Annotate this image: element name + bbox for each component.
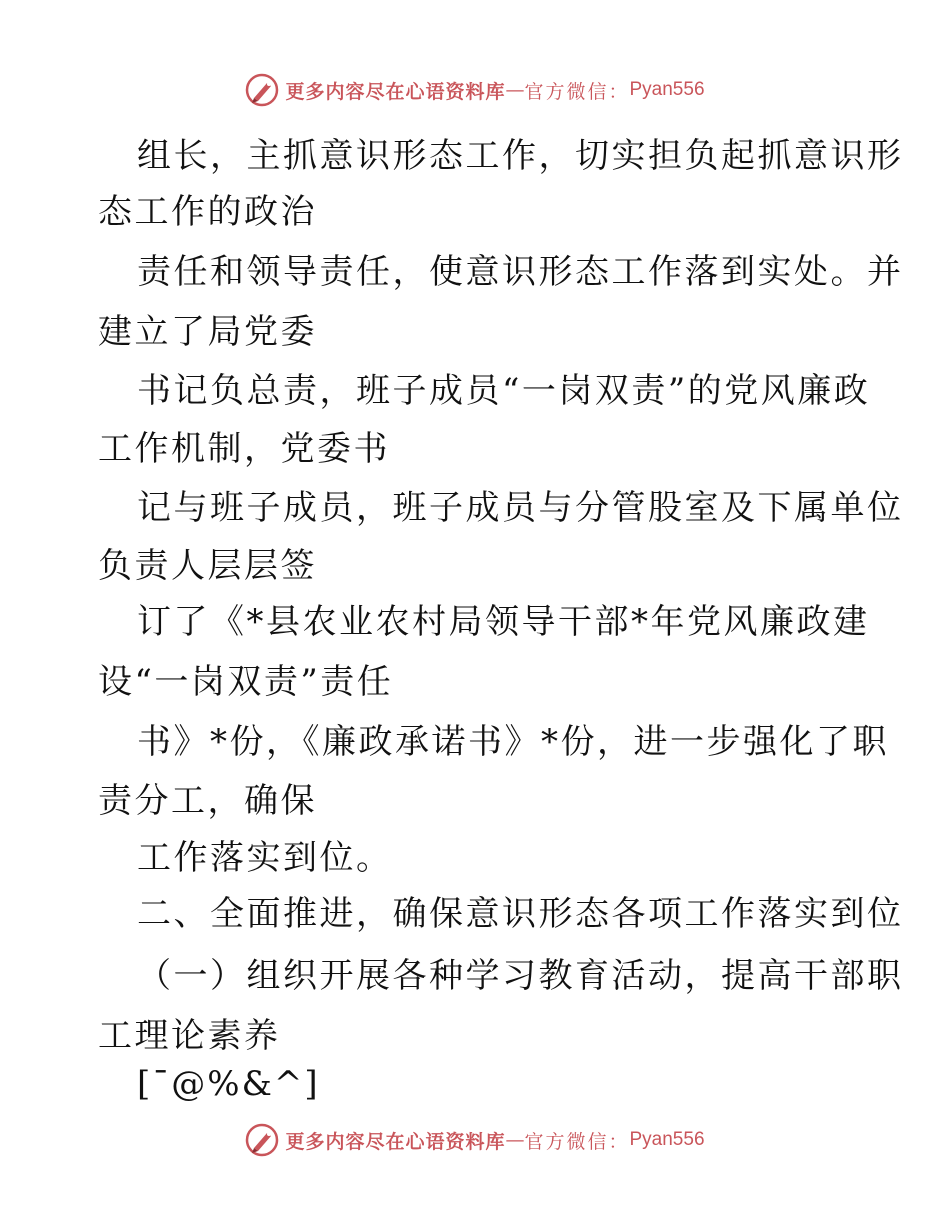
text-line: 建立了局党委 — [98, 312, 317, 352]
text-line: 工作落实到位。 — [137, 838, 393, 878]
banner-wechat-id: Pyan556 — [629, 1129, 705, 1150]
text-line: 态工作的政治 — [98, 192, 317, 232]
footer-banner[interactable] — [0, 1120, 950, 1160]
banner-dash: — — [505, 79, 525, 101]
symbol-line: [¯@%&^] — [137, 1064, 320, 1104]
banner-wechat-id: Pyan556 — [629, 79, 705, 100]
pen-logo-icon — [245, 73, 279, 107]
text-line: 订了《*县农业农村局领导干部*年党风廉政建 — [137, 602, 870, 642]
banner-main-text: 更多内容尽在心语资料库 — [285, 1130, 506, 1153]
pen-logo-icon — [245, 1123, 279, 1157]
banner-main-text: 更多内容尽在心语资料库 — [285, 80, 506, 103]
header-banner[interactable] — [0, 70, 950, 110]
text-line: 书》*份，《廉政承诺书》*份，进一步强化了职 — [137, 722, 889, 762]
text-line: 负责人层层签 — [98, 546, 317, 586]
text-line: 工作机制，党委书 — [98, 429, 390, 469]
banner-wechat-label: 官方微信： — [524, 1130, 630, 1153]
banner-dash: — — [505, 1129, 525, 1151]
text-line: 工理论素养 — [98, 1016, 281, 1056]
text-line: 设“一岗双责”责任 — [98, 662, 394, 702]
section-heading: 二、全面推进，确保意识形态各项工作落实到位 — [137, 894, 904, 934]
banner-wechat-label: 官方微信： — [524, 80, 630, 103]
text-line: 组长，主抓意识形态工作，切实担负起抓意识形 — [137, 136, 904, 176]
subsection-heading: （一）组织开展各种学习教育活动，提高干部职 — [137, 956, 904, 996]
text-line: 记与班子成员，班子成员与分管股室及下属单位 — [137, 488, 904, 528]
text-line: 书记负总责，班子成员“一岗双责”的党风廉政 — [137, 371, 871, 411]
text-line: 责任和领导责任，使意识形态工作落到实处。并 — [137, 252, 904, 292]
text-line: 责分工，确保 — [98, 781, 317, 821]
